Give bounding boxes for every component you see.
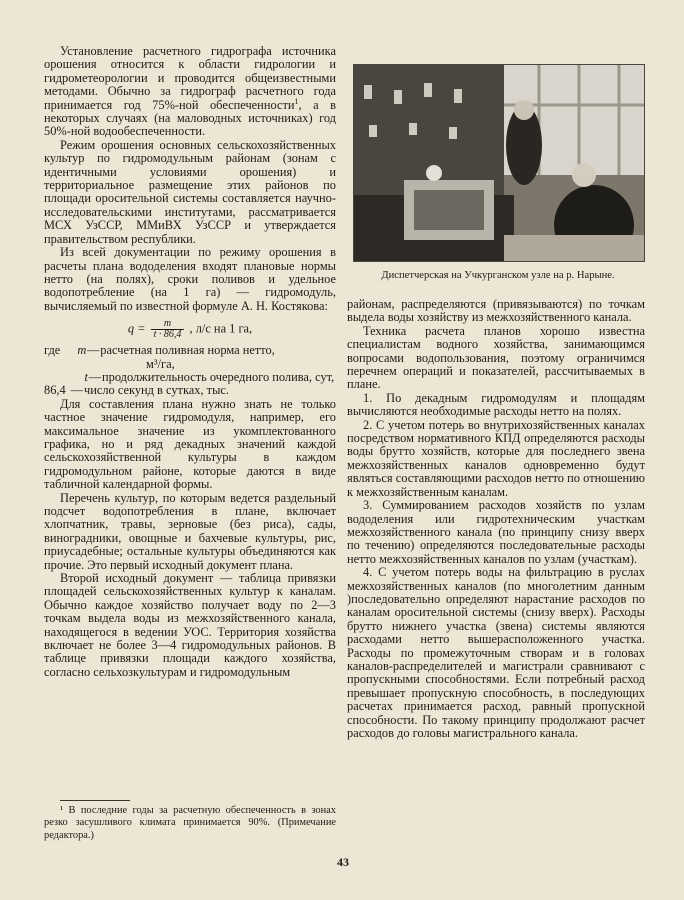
legend-row: где m — расчетная поливная норма нетто, bbox=[44, 344, 336, 357]
paragraph: Техника расчета планов хорошо известна специалистам водного хозяйства, занимающимся вопросами водопользования, поэтому ограничимся перечнем операций и показателей, рассчитываемых в плане. bbox=[347, 323, 645, 392]
legend-row: t — продолжительность очередного полива, сут, bbox=[44, 371, 336, 384]
legend-text: продолжительность очередного полива, сут, bbox=[102, 369, 335, 384]
paragraph: 2. С учетом потерь во внутрихозяйственных каналах посредством нормативного КПД определяются расходы воды брутто хозяйств, которые для последнего звена межхозяйственных каналов одновременно будут являться составляющими расходов нетто по отношению к межхозяйственным каналам. bbox=[347, 417, 645, 499]
footnote bbox=[44, 805, 336, 842]
photo-caption: Диспетчерская на Учкурганском узле на р. Нарыне. bbox=[381, 270, 615, 281]
legend-symbol: m bbox=[77, 343, 87, 358]
legend-cont: м³/га, bbox=[146, 356, 175, 371]
footnote-text: ¹ В последние годы за расчетную обеспеченность в зонах резко засушливого климата принимается 90%. (Примечание редактора.) bbox=[44, 805, 336, 841]
paragraph: 1. По декадным гидромодулям и площадям вычисляются необходимые расходы нетто на полях. bbox=[347, 390, 645, 419]
paragraph: Режим орошения основных сельскохозяйственных культур по гидромодульным районам (зонам с идентичными условиями орошения) и территориальное размещение этих районов по площади оросительной системы составляется научно-исследовательскими институтами, рассматривается МСХ УзССР, ММиВХ УзССР и утверждается правительством республики. bbox=[44, 137, 336, 246]
paragraph: Второй исходный документ — таблица привязки площадей сельскохозяйственных культур к каналам. Обычно каждое хозяйство получает воду по 2—3 точкам выдела воды из межхозяйственного канала, находящегося в ведении УОС. Территория хозяйства включает не более 3—4 гидромодульных районов. В таблице привязки площади каждого хозяйства, согласно сельхозкультурам и гидромодульным bbox=[44, 571, 336, 679]
footnote-marker: 1 bbox=[294, 96, 299, 106]
paragraph: Из всей документации по режиму орошения в расчеты плана вододеления входят плановые нормы нетто (на полях), сроки поливов и удельное водопотребление (на 1 га) — гидромодуль, вычисляемый по известной формуле А. Н. Костякова: bbox=[44, 245, 336, 313]
formula-lhs: q = bbox=[127, 321, 146, 336]
legend-intro: где bbox=[44, 343, 61, 358]
right-column bbox=[347, 298, 645, 740]
legend-symbol: t bbox=[84, 369, 88, 384]
formula-denominator: t · 86,4 bbox=[153, 329, 182, 341]
formula-numerator: m bbox=[151, 319, 185, 330]
photo-illustration bbox=[354, 65, 644, 261]
formula-fraction bbox=[151, 319, 185, 340]
footnote-divider bbox=[60, 800, 130, 801]
control-room-photo bbox=[353, 64, 645, 262]
paragraph: Перечень культур, по которым ведется раздельный подсчет водопотребления в плане, включает хлопчатник, травы, зерновые (без риса), сады, виноградники, овощные и бахчевые культуры, рис, приусадебные; остальные культуры объединяются как прочие. Это первый исходный документ плана. bbox=[44, 490, 336, 572]
left-column bbox=[44, 45, 336, 679]
legend-symbol: 86,4 bbox=[44, 383, 66, 398]
kostyakov-formula bbox=[44, 319, 336, 340]
paragraph: Для составления плана нужно знать не только частное значение гидромодуля, например, его максимальное значение из укомплектованного графика, но и ряд декадных значений каждой сельскохозяйственной культуры в каждом гидромодульном районе, которые даются в виде табличной календарной формы. bbox=[44, 396, 336, 492]
legend-text: число секунд в сутках, тыс. bbox=[84, 383, 230, 398]
formula-legend bbox=[44, 344, 336, 398]
paragraph: районам, распределяются (привязываются) по точкам выдела воды хозяйству из межхозяйственного канала. bbox=[347, 297, 645, 325]
legend-text: расчетная поливная норма нетто, bbox=[100, 343, 275, 358]
paragraph: Установление расчетного гидрографа источника орошения относится к области гидрологии и гидрометеорологии и проводится общеизвестными методами. Обычно за гидрограф расчетного года принимается год 75%-ной обеспеченности$^1$, а в некоторых случаях (на маловодных источниках) год 50%-ной водообеспеченности. bbox=[44, 44, 336, 139]
paragraph: 3. Суммированием расходов хозяйств по узлам вододеления или гидротехническим участкам межхозяйственного канала (по принципу снизу вверх по течению) определяются последовательные расходы нетто межхозяйственных каналов по узлам (участкам). bbox=[347, 498, 645, 566]
paragraph: 4. С учетом потерь воды на фильтрацию в руслах межхозяйственных каналов (по многолетним данным )последовательно определяют нарастание расходов по каналам оросительной системы (снизу вверх). Расходы брутто нижнего участка (звена) системы являются расходами нетто вышерасположенного участка. Расходы по промежуточным створам и в головах каналов-распределителей и магистрали сравнивают с пропускными способностями. Если потребный расход превышает пропускную способность, в последующих расчетах принимается расход, равный пропускной способности. По такому принципу продолжают расчет расходов до головы магистрального канала. bbox=[347, 565, 645, 740]
legend-row: 86,4 — число секунд в сутках, тыс. bbox=[44, 384, 336, 397]
page-number: 43 bbox=[337, 855, 349, 869]
formula-rhs: , л/с на 1 га, bbox=[189, 321, 253, 336]
